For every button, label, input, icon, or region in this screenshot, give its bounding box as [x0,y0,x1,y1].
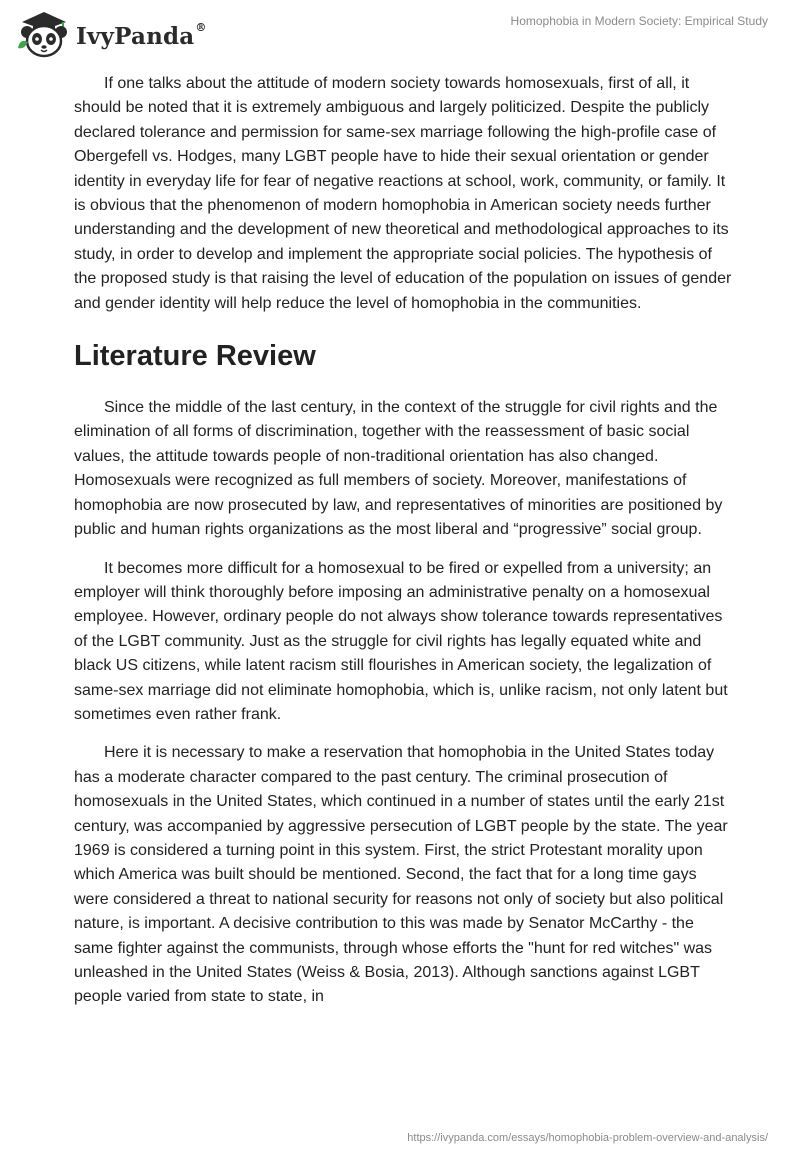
document-title: Homophobia in Modern Society: Empirical Study [510,14,768,28]
essay-content [74,70,734,1024]
panda-graduate-icon [14,8,72,60]
paragraph: It becomes more difficult for a homosexual to be fired or expelled from a university; an employer will think thoroughly before imposing an administrative penalty on a homosexual employee. However, ordinary people do not always show tolerance towards representatives of the LGBT community. Just as the struggle for civil rights has legally equated white and black US citizens, while latent racism still flourishes in American society, the legalization of same-sex marriage did not eliminate homophobia, which is, unlike racism, not only latent but sometimes even rather frank. [74,559,728,723]
source-url[interactable]: https://ivypanda.com/essays/homophobia-problem-overview-and-analysis/ [407,1132,768,1144]
intro-paragraph: If one talks about the attitude of modern society towards homosexuals, first of all, it should be noted that it is extremely ambiguous and largely politicized. Despite the publicly declared tolerance and permission for same-sex marriage following the high-profile case of Obergefell vs. Hodges, many LGBT people have to hide their sexual orientation or gender identity in everyday life for fear of negative reactions at school, work, community, or family. It is obvious that the phenomenon of modern homophobia in American society needs further understanding and the development of new theoretical and methodological approaches to its study, in order to develop and implement the appropriate social policies. The hypothesis of the proposed study is that raising the level of education of the population on issues of gender and gender identity will help reduce the level of homophobia in the communities. [74,75,732,312]
paragraph: Since the middle of the last century, in the context of the struggle for civil rights and the elimination of all forms of discrimination, together with the reassessment of basic social values, the attitude towards people of non-traditional orientation has also changed. Homosexuals were recognized as full members of society. Moreover, manifestations of homophobia are now prosecuted by law, and representatives of minorities are positioned by public and human rights organizations as the most liberal and “progressive” social group. [74,399,723,539]
page-header [0,0,800,70]
brand-name: IvyPanda® [76,20,207,50]
paragraph: Here it is necessary to make a reservation that homophobia in the United States today has a moderate character compared to the past century. The criminal prosecution of homosexuals in the United States, which continued in a number of states until the early 21st century, was accompanied by aggressive persecution of LGBT people by the state. The year 1969 is considered a turning point in this system. First, the strict Protestant morality upon which America was built should be mentioned. Second, the fact that for a long time gays were considered a threat to national security for reasons not only of society but also political nature, is important. A decisive contribution to this was made by Senator McCarthy - the same fighter against the communists, through whose efforts the "hunt for red witches" was unleashed in the United States (Weiss & Bosia, 2013). Although sanctions against LGBT people varied from state to state, in [74,744,728,1006]
ivypanda-logo[interactable] [14,8,207,60]
section-heading: Literature Review [74,340,316,373]
